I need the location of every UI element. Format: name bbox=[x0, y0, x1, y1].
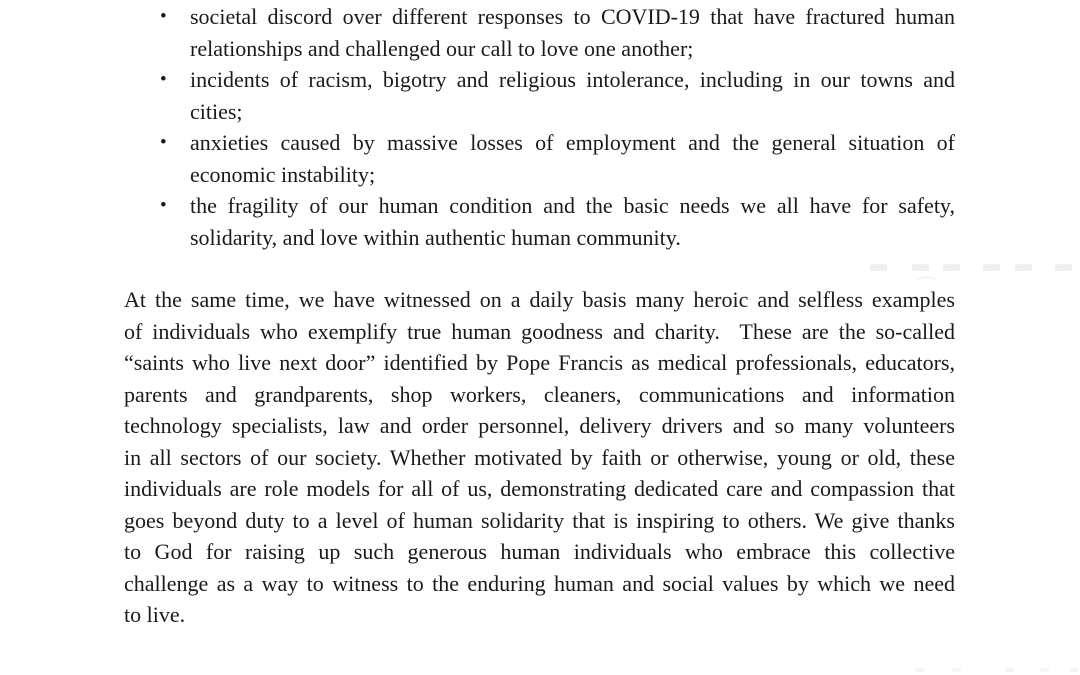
text-line: “saints who live next door” identified by Pope Francis as medical professionals, educators, bbox=[124, 350, 955, 375]
text-line: goes beyond duty to a level of human solidarity that is inspiring to others. We give thanks bbox=[124, 507, 955, 533]
scan-artifact-dash bbox=[943, 264, 960, 271]
bullet-icon: • bbox=[160, 69, 167, 90]
scan-artifact-dash bbox=[983, 264, 1000, 271]
scan-artifact-dot bbox=[1070, 668, 1079, 672]
blank-line-spacer bbox=[124, 253, 955, 284]
bullet-icon: • bbox=[160, 195, 167, 216]
bullet-text bbox=[190, 190, 955, 253]
text-line: solidarity, and love within authentic human community. bbox=[190, 224, 681, 250]
text-line: to God for raising up such generous human individuals who embrace this collective bbox=[124, 539, 955, 564]
text-line: societal discord over different responses to COVID-19 that have fractured human bbox=[190, 4, 955, 29]
text-line: of individuals who exemplify true human goodness and charity. These are the so-called bbox=[124, 318, 955, 344]
text-line: cities; bbox=[190, 98, 243, 124]
list-item bbox=[124, 190, 955, 253]
text-line: economic instability; bbox=[190, 161, 376, 187]
scan-artifact-dash bbox=[912, 264, 929, 271]
bullet-text bbox=[190, 64, 955, 127]
text-line: individuals are role models for all of us, demonstrating dedicated care and compassion that bbox=[124, 476, 955, 501]
document-page bbox=[124, 0, 955, 675]
text-line: challenge as a way to witness to the enduring human and social values by which we need bbox=[124, 570, 955, 596]
scan-artifact-dash bbox=[870, 264, 887, 271]
scan-artifact-dot bbox=[915, 668, 924, 672]
list-item bbox=[124, 127, 955, 190]
list-item bbox=[124, 64, 955, 127]
scan-artifact-dot bbox=[1005, 668, 1014, 672]
text-line: incidents of racism, bigotry and religious intolerance, including in our towns and bbox=[190, 67, 955, 92]
bullet-text bbox=[190, 127, 955, 190]
scan-artifact-curve bbox=[916, 276, 938, 283]
text-line: in all sectors of our society. Whether motivated by faith or otherwise, young or old, these bbox=[124, 444, 955, 470]
scan-artifact-dash bbox=[1055, 264, 1072, 271]
document-content bbox=[124, 0, 955, 631]
bullet-icon: • bbox=[160, 132, 167, 153]
text-line: parents and grandparents, shop workers, cleaners, communications and information bbox=[124, 381, 955, 407]
text-line: to live. bbox=[124, 602, 186, 627]
text-line: anxieties caused by massive losses of employment and the general situation of bbox=[190, 130, 955, 155]
scan-artifact-dash bbox=[1015, 264, 1032, 271]
paragraph bbox=[124, 284, 955, 631]
list-item bbox=[124, 1, 955, 64]
bullet-text bbox=[190, 1, 955, 64]
text-line: At the same time, we have witnessed on a daily basis many heroic and selfless examples bbox=[124, 287, 955, 312]
bullet-list bbox=[124, 1, 955, 253]
bullet-icon: • bbox=[160, 6, 167, 27]
scan-artifact-dot bbox=[952, 668, 961, 672]
text-line: relationships and challenged our call to love one another; bbox=[190, 35, 694, 61]
scan-artifact-dot bbox=[1040, 668, 1049, 672]
text-line: the fragility of our human condition and the basic needs we all have for safety, bbox=[190, 193, 955, 218]
text-line: technology specialists, law and order personnel, delivery drivers and so many volunteers bbox=[124, 413, 955, 438]
